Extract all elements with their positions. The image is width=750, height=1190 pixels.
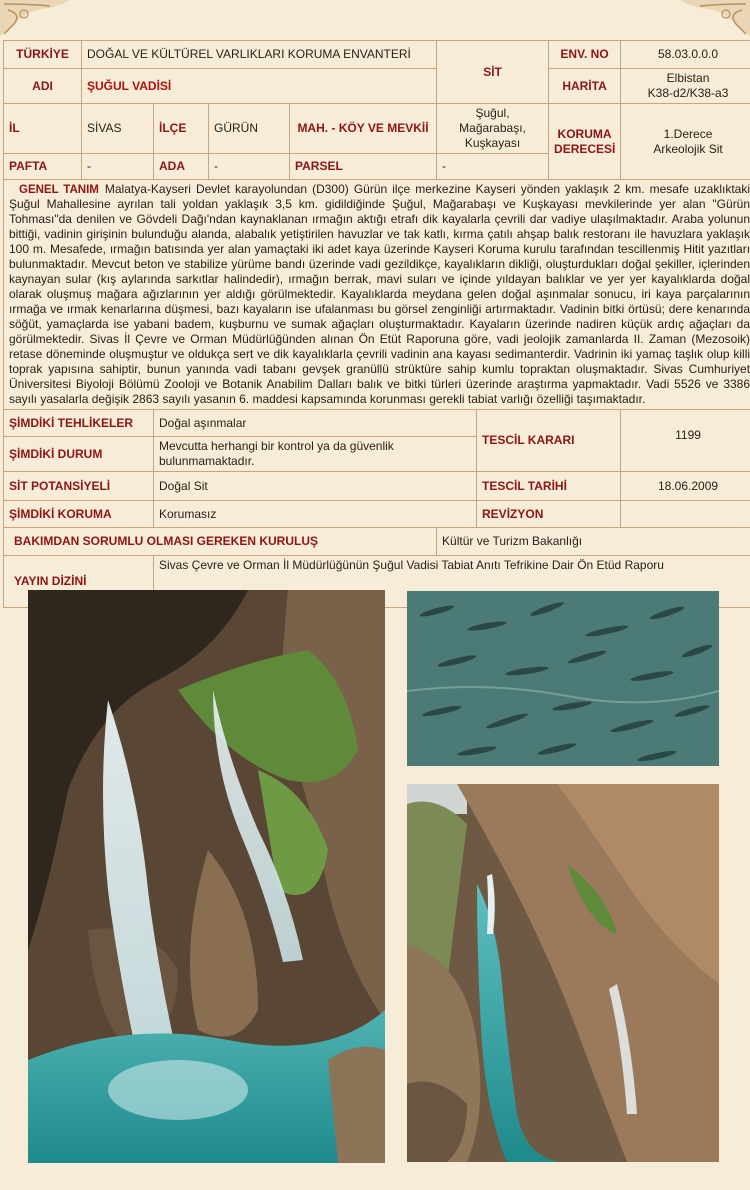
bakim-value: Kültür ve Turizm Bakanlığı — [437, 528, 750, 556]
yayin-label: YAYIN DİZİNİ — [4, 556, 154, 608]
genel-tanim-label: GENEL TANIM — [19, 184, 99, 196]
page-title: ŞUĞUL VADİSİ — [82, 69, 437, 104]
canyon-photo — [407, 784, 719, 1162]
tescil-karari-value: 1199 — [621, 410, 750, 472]
harita-label: HARİTA — [549, 69, 621, 104]
waterfall-photo — [28, 590, 385, 1163]
corner-ornament-left — [0, 0, 90, 38]
mah-label: MAH. - KÖY VE MEVKİİ — [290, 104, 437, 154]
corner-ornament-right — [660, 0, 750, 38]
koruma-derecesi-label: KORUMA DERECESİ — [549, 104, 621, 180]
bakim-label: BAKIMDAN SORUMLU OLMASI GEREKEN KURULUŞ — [4, 528, 437, 556]
koruma-value: Korumasız — [154, 501, 477, 528]
mah-value: Şuğul, Mağarabaşı, Kuşkayası — [437, 104, 549, 154]
tescil-tarihi-value: 18.06.2009 — [621, 472, 750, 501]
fish-photo — [407, 591, 719, 766]
envanter-title: DOĞAL VE KÜLTÜREL VARLIKLARI KORUMA ENVANTERİ — [82, 41, 437, 69]
potansiyel-label: SİT POTANSİYELİ — [4, 472, 154, 501]
genel-tanim-block — [4, 180, 750, 410]
revizyon-label: REVİZYON — [477, 501, 621, 528]
pafta-label: PAFTA — [4, 154, 82, 180]
tehlikeler-value: Doğal aşınmalar — [154, 410, 477, 437]
parsel-label: PARSEL — [290, 154, 437, 180]
il-value: SİVAS — [82, 104, 154, 154]
potansiyel-value: Doğal Sit — [154, 472, 477, 501]
ilce-label: İLÇE — [154, 104, 209, 154]
ada-value: - — [209, 154, 290, 180]
tescil-karari-label: TESCİL KARARI — [477, 410, 621, 472]
tescil-tarihi-label: TESCİL TARİHİ — [477, 472, 621, 501]
turkiye-label: TÜRKİYE — [4, 41, 82, 69]
revizyon-value — [621, 501, 750, 528]
ilce-value: GÜRÜN — [209, 104, 290, 154]
tehlikeler-label: ŞİMDİKİ TEHLİKELER — [4, 410, 154, 437]
il-label: İL — [4, 104, 82, 154]
ada-label: ADA — [154, 154, 209, 180]
inventory-form — [3, 40, 750, 608]
adi-label: ADI — [4, 69, 82, 104]
parsel-value: - — [437, 154, 549, 180]
durum-value: Mevcutta herhangi bir kontrol ya da güvenlik bulunmamaktadır. — [154, 437, 477, 472]
durum-label: ŞİMDİKİ DURUM — [4, 437, 154, 472]
yayin-value: Sivas Çevre ve Orman İl Müdürlüğünün Şuğul Vadisi Tabiat Anıtı Tefrikine Dair Ön Etüd Raporu — [154, 556, 750, 608]
pafta-value: - — [82, 154, 154, 180]
harita-value: Elbistan K38-d2/K38-a3 — [621, 69, 750, 104]
sit-label: SİT — [437, 41, 549, 104]
koruma-label: ŞİMDİKİ KORUMA — [4, 501, 154, 528]
koruma-derecesi-value: 1.Derece Arkeolojik Sit — [621, 104, 750, 180]
genel-tanim-text: Malatya-Kayseri Devlet karayolundan (D300) Gürün ilçe merkezine Kayseri yönden yaklaşık 2 km. mesafe uzaklıktaki Şuğul Mahallesine ayrılan tali yoldan yaklaşık 3,5 km. gidildiğinde Şuğul, Mağarabaşı ve Kuşkayası mevkilerinde yer alan "Gürün Tohması"da denilen ve Gövdeli Dağı'ndan kaynaklanan ırmağın aktığı etrafı dik kayalarla çevrili dar vadiye ulaşılmaktadır. Araba yolunun bittiği, vadinin girişinin bulunduğu alanda, alabalık yetiştirilen havuzlar ve tak katlı, kırma çatılı ahşap balık restoranı ile havuzlara yaklaşık 100 m. Mesafede, ırmağın batısında yer alan yamaçtaki iki adet kaya üzerinde Kayseri Koruma kurulu tarafından tescillenmiş Hitit yazıtları bulunmaktadır. Mevcut beton ve stabilize yürüme bandı üzerinde vadi gezildikçe, kayalıkların dikliği, oluşturdukları doğal şekiller, içlerinden kaynayan sular (kış aylarında sarkıtlar halindedir), ırmağın berrak, mavi suları ve içinde yıldayan balıklar ve yer yer kayalıklarda doğal olarak oluşmuş mağara ağızlarının yer aldığı görülmektedir. Kayalıklarda meydana gelen doğal aşınmalar sonucu, iri kaya parçalarının ırmağa ve ırmak kenarlarına düşmesi, bazı kayaların ise ufalanması bu görsel zenginliği artırmaktadır. Vadinin bitki örtüsü; dere kenarında söğüt, yamaçlarda ise yabani badem, kuşburnu ve sumak ağaçları oluşturmaktadır. Kayaların üzerinde nadiren küçük ardıç ağaçları da görülmektedir. Sivas İl Çevre ve Orman Müdürlüğünden alınan Ön Etüt Raporuna göre, vadi jeolojik zamanlarda II. Zaman (Mezosoik) retase döneminde oluşmuştur ve oldukça sert ve dik kayalıklarla çevrili vadinin ana kayası sedimanterdir. Vadrinin iki yamaç taşlık olup killi toprak yapısına sahiptir, bunun yanında vadi tabanı gevşek granüllü strüktüre sahip kumlu topraktan oluşmaktadır. Sivas Cumhuriyet Üniversitesi Biyoloji Bölümü Zooloji ve Botanik Anabilim Dalları balık ve bitki türleri üzerinde araştırma yapmaktadır. Vadi 5526 ve 3386 sayılı yasalarla değişik 2863 sayılı yasanın 6. maddesi kapsamında korunması gerekli tabiat varlığı özelliği taşımaktadır. — [9, 182, 750, 407]
env-no-label: ENV. NO — [549, 41, 621, 69]
env-no-value: 58.03.0.0.0 — [621, 41, 750, 69]
